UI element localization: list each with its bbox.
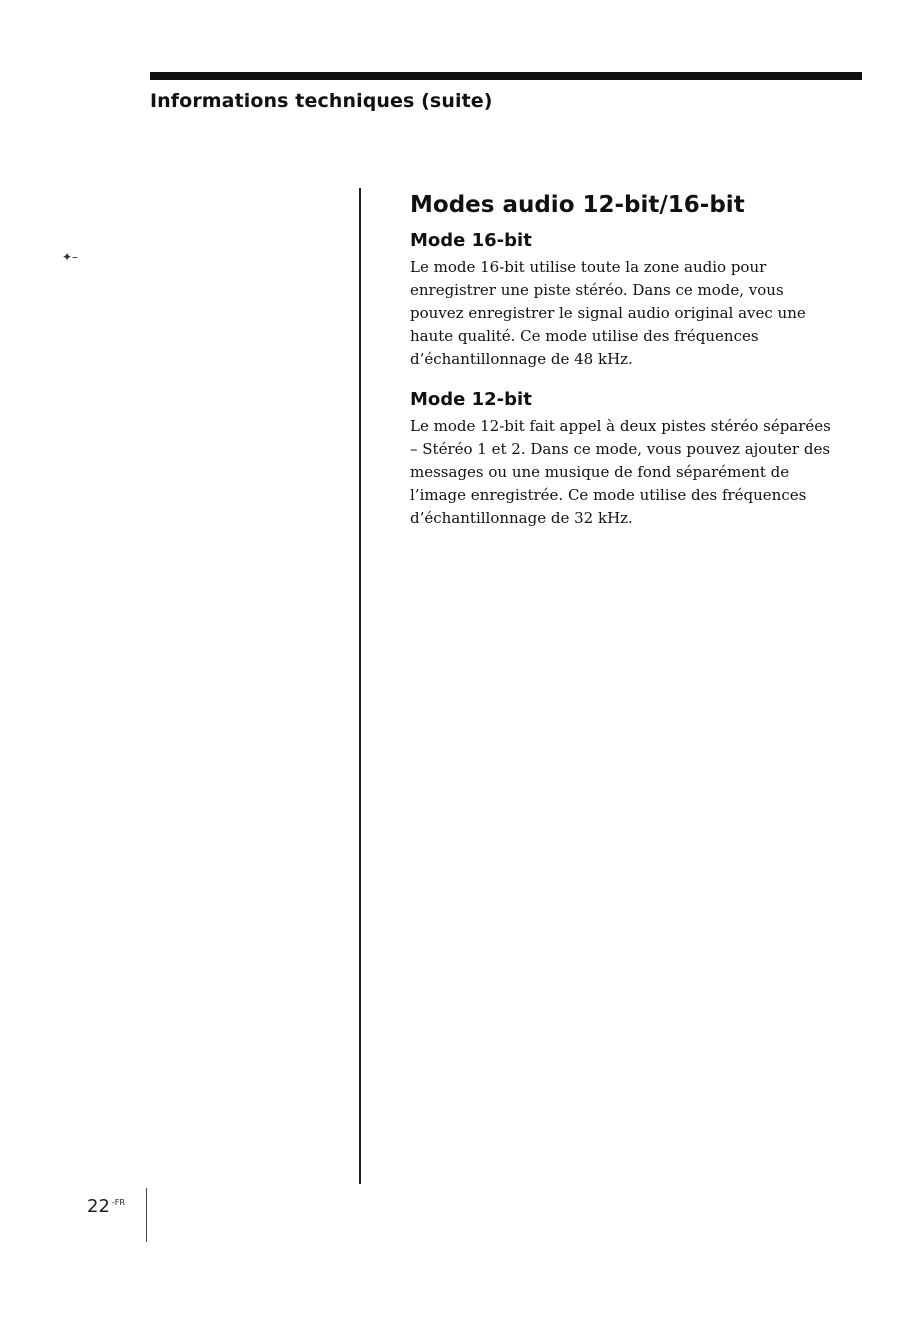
main-content xyxy=(410,188,870,530)
text-line: Le mode 16-bit utilise toute la zone audio pour xyxy=(410,258,767,276)
text-line: messages ou une musique de fond séparément de xyxy=(410,463,790,481)
paragraph-16bit xyxy=(410,256,860,371)
paragraph-12bit xyxy=(410,415,860,530)
text-line: l’image enregistrée. Ce mode utilise des fréquences xyxy=(410,486,807,504)
page-number-suffix: -FR xyxy=(111,1198,125,1207)
page-number-value: 22 xyxy=(87,1196,110,1217)
text-line: d’échantillonnage de 32 kHz. xyxy=(410,509,633,527)
registration-mark-icon: ✦– xyxy=(62,250,79,264)
subheading-16bit: Mode 16-bit xyxy=(410,230,532,251)
text-line: Le mode 12-bit fait appel à deux pistes stéréo séparées xyxy=(410,417,831,435)
header-rule xyxy=(150,72,862,80)
section-header: Informations techniques (suite) xyxy=(150,90,493,112)
footer-rule xyxy=(146,1188,147,1242)
text-line: haute qualité. Ce mode utilise des fréquences xyxy=(410,327,759,345)
text-line: enregistrer une piste stéréo. Dans ce mode, vous xyxy=(410,281,784,299)
text-line: d’échantillonnage de 48 kHz. xyxy=(410,350,633,368)
text-line: – Stéréo 1 et 2. Dans ce mode, vous pouvez ajouter des xyxy=(410,440,831,458)
column-divider xyxy=(359,188,361,1184)
subheading-12bit: Mode 12-bit xyxy=(410,389,532,410)
page-number xyxy=(87,1196,125,1217)
text-line: pouvez enregistrer le signal audio original avec une xyxy=(410,304,806,322)
main-heading: Modes audio 12-bit/16-bit xyxy=(410,192,745,218)
